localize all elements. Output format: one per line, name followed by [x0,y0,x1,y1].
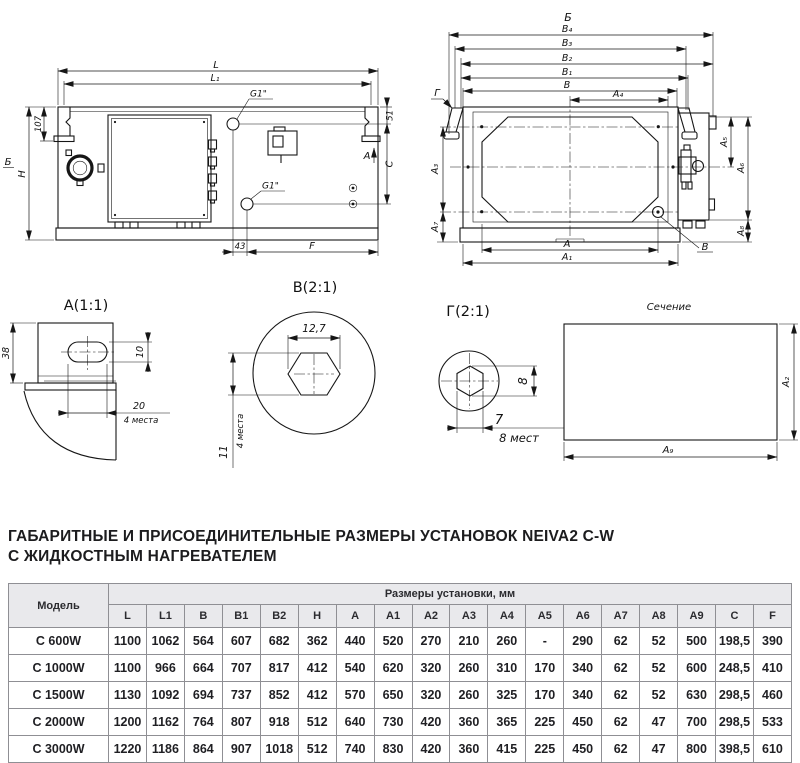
value-cell: 270 [412,628,450,655]
value-cell: 640 [336,709,374,736]
column-header: A8 [640,605,678,628]
value-cell: 398,5 [716,736,754,763]
value-cell: 650 [374,682,412,709]
model-cell: С 3000W [9,736,109,763]
value-cell: 864 [184,736,222,763]
dim-label-20: 20 [132,401,146,412]
value-cell: 600 [678,655,716,682]
value-cell: 852 [260,682,298,709]
value-cell: 1100 [109,628,147,655]
dim-label-51: 51 [385,110,396,121]
value-cell: 740 [336,736,374,763]
dim-label-b4: B₄ [561,24,573,35]
column-header: B1 [222,605,260,628]
value-cell: 830 [374,736,412,763]
dim-label-a: A [563,239,571,250]
value-cell: 320 [412,682,450,709]
dim-label-11: 11 [218,445,230,459]
value-cell: 1092 [146,682,184,709]
model-cell: С 1000W [9,655,109,682]
table-row [9,736,792,763]
fitting-label-g1-top: G1" [250,89,267,100]
value-cell: 610 [753,736,791,763]
value-cell: 540 [336,655,374,682]
column-header: A7 [602,605,640,628]
column-header: B [184,605,222,628]
model-cell: С 1500W [9,682,109,709]
value-cell: 290 [564,628,602,655]
value-cell: 630 [678,682,716,709]
dim-label-8: 8 [516,377,530,385]
value-cell: 1200 [109,709,147,736]
value-cell: 1062 [146,628,184,655]
fitting-label-g1-bottom: G1" [262,181,279,192]
table-row [9,682,792,709]
value-cell: 800 [678,736,716,763]
column-header: A4 [488,605,526,628]
value-cell: 248,5 [716,655,754,682]
value-cell: 607 [222,628,260,655]
value-cell: 365 [488,709,526,736]
detail-a-title: A(1:1) [63,298,109,314]
dim-label-l: L [213,60,219,71]
value-cell: 500 [678,628,716,655]
column-header: A [336,605,374,628]
value-cell: 520 [374,628,412,655]
dim-label-43: 43 [234,242,246,252]
value-cell: 807 [222,709,260,736]
dim-label-38: 38 [1,346,12,360]
dim-label-b1: B₁ [561,67,573,78]
value-cell: 1018 [260,736,298,763]
value-cell: 260 [488,628,526,655]
value-cell: 260 [450,655,488,682]
detail-g-view [439,304,564,445]
value-cell: 225 [526,736,564,763]
value-cell: 460 [753,682,791,709]
page-title-line1: ГАБАРИТНЫЕ И ПРИСОЕДИНИТЕЛЬНЫЕ РАЗМЕРЫ УСТАНОВОК NEIVA2 C-W [8,528,615,545]
value-cell: 225 [526,709,564,736]
value-cell: 730 [374,709,412,736]
column-header: H [298,605,336,628]
value-cell: 62 [602,655,640,682]
value-cell: 1100 [109,655,147,682]
value-cell: 907 [222,736,260,763]
column-header: F [753,605,791,628]
column-header: A9 [678,605,716,628]
value-cell: 1220 [109,736,147,763]
value-cell: 737 [222,682,260,709]
value-cell: 1130 [109,682,147,709]
value-cell: 62 [602,682,640,709]
value-cell: 298,5 [716,682,754,709]
value-cell: 62 [602,736,640,763]
value-cell: 918 [260,709,298,736]
dim-label-4-places: 4 места [123,416,159,426]
detail-b-view [218,280,375,468]
section-title: Сечение [646,302,692,313]
page-title [8,527,792,567]
value-cell: 62 [602,628,640,655]
dim-label-a1: A₁ [561,252,573,263]
value-cell: 694 [184,682,222,709]
dim-label-10: 10 [135,345,146,359]
value-cell: 570 [336,682,374,709]
value-cell: 966 [146,655,184,682]
value-cell: 412 [298,682,336,709]
value-cell: 362 [298,628,336,655]
view-label-a: A [363,151,371,162]
dim-label-a5: A₅ [719,136,730,148]
value-cell: 420 [412,736,450,763]
value-cell: 260 [450,682,488,709]
value-cell: 210 [450,628,488,655]
dim-label-b3: B₃ [561,38,573,49]
value-cell: 298,5 [716,709,754,736]
value-cell: 52 [640,655,678,682]
dim-label-h: H [17,170,28,178]
column-header: C [716,605,754,628]
front-view-drawing [430,11,752,266]
value-cell: 700 [678,709,716,736]
dim-label-7: 7 [494,413,504,428]
table-row [9,628,792,655]
column-header: A1 [374,605,412,628]
column-header: B2 [260,605,298,628]
value-cell: 52 [640,628,678,655]
dim-label-c: C [384,160,396,168]
value-cell: 52 [640,682,678,709]
value-cell: 340 [564,682,602,709]
value-cell: 664 [184,655,222,682]
model-cell: С 600W [9,628,109,655]
value-cell: 512 [298,709,336,736]
value-cell: 450 [564,736,602,763]
dim-label-a3: A₃ [430,163,441,175]
dim-label-8-places: 8 мест [499,431,539,445]
value-cell: 170 [526,682,564,709]
side-view-drawing [3,60,396,256]
value-cell: 325 [488,682,526,709]
table-subheader-row [9,605,792,628]
view-label-b: Б [4,157,12,168]
value-cell: 360 [450,736,488,763]
value-cell: 1162 [146,709,184,736]
dim-label-a9: A₉ [662,445,674,456]
table-body [9,628,792,763]
table-row [9,709,792,736]
model-column-header: Модель [9,584,109,628]
model-cell: С 2000W [9,709,109,736]
value-cell: 564 [184,628,222,655]
value-cell: 320 [412,655,450,682]
value-cell: 170 [526,655,564,682]
table-row [9,655,792,682]
value-cell: 390 [753,628,791,655]
dimensions-table-wrap [8,583,792,763]
value-cell: 340 [564,655,602,682]
value-cell: 764 [184,709,222,736]
detail-callout-v: В [701,242,709,253]
column-header: A6 [564,605,602,628]
value-cell: 310 [488,655,526,682]
dim-label-4-places-b: 4 места [236,413,246,449]
value-cell: 707 [222,655,260,682]
value-cell: 450 [564,709,602,736]
page-title-line2: С ЖИДКОСТНЫМ НАГРЕВАТЕЛЕМ [8,548,277,565]
dim-label-a2: A₂ [781,376,792,388]
value-cell: 420 [412,709,450,736]
column-header: L [109,605,147,628]
column-header: A2 [412,605,450,628]
dim-label-a4: A₄ [612,89,624,100]
dim-label-a8: A₈ [736,225,747,237]
dim-label-a7: A₇ [430,221,441,233]
value-cell: 62 [602,709,640,736]
dim-label-b: B [563,80,571,91]
value-cell: 198,5 [716,628,754,655]
column-header: L1 [146,605,184,628]
view-title-b: Б [564,11,572,24]
dim-label-f: F [309,241,315,252]
detail-a-view [1,298,170,460]
detail-b-title: B(2:1) [292,280,338,296]
dim-label-b2: B₂ [561,53,573,64]
value-cell: 817 [260,655,298,682]
detail-callout-g: Г [434,88,440,99]
column-header: A5 [526,605,564,628]
dimensions-group-header: Размеры установки, мм [109,584,792,605]
value-cell: - [526,628,564,655]
dim-label-127: 12,7 [302,323,326,335]
value-cell: 512 [298,736,336,763]
value-cell: 682 [260,628,298,655]
value-cell: 410 [753,655,791,682]
value-cell: 620 [374,655,412,682]
column-header: A3 [450,605,488,628]
value-cell: 47 [640,709,678,736]
value-cell: 47 [640,736,678,763]
value-cell: 533 [753,709,791,736]
dimensions-table [8,583,792,763]
value-cell: 412 [298,655,336,682]
detail-g-title: Г(2:1) [446,304,490,320]
value-cell: 1186 [146,736,184,763]
section-view [564,302,798,461]
value-cell: 440 [336,628,374,655]
dim-label-107: 107 [34,115,44,133]
value-cell: 360 [450,709,488,736]
dim-label-l1: L₁ [210,73,220,84]
dim-label-a6: A₆ [736,162,747,174]
value-cell: 415 [488,736,526,763]
